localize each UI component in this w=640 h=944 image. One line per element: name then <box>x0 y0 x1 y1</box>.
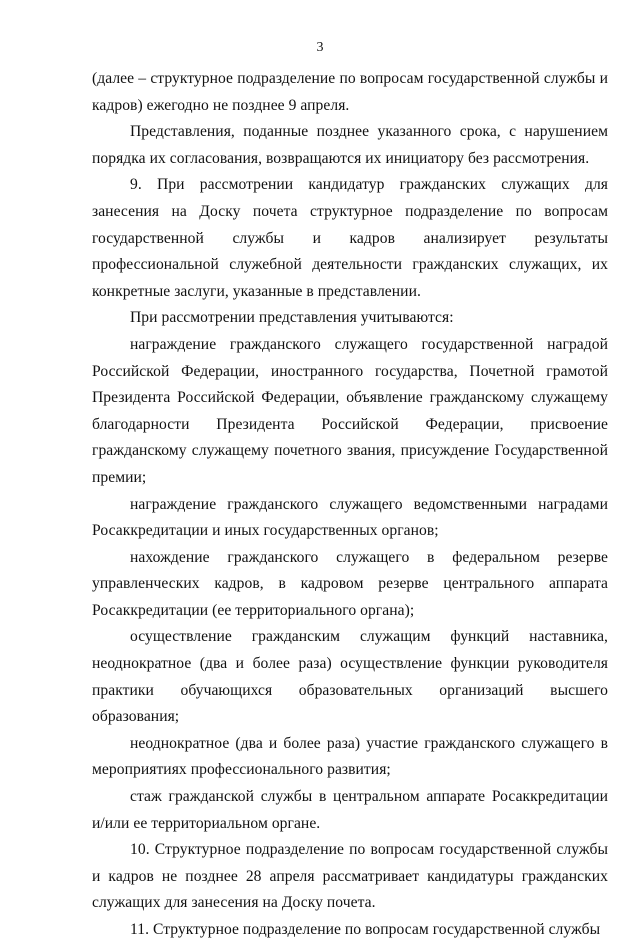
paragraph-service-length: стаж гражданской службы в центральном аппарате Росаккредитации и/или ее территориальном органе. <box>92 788 608 832</box>
paragraph-personnel-reserve: нахождение гражданского служащего в федеральном резерве управленческих кадров, в кадровом резерве центрального аппарата Росаккредитации (ее территориального органа); <box>92 548 608 619</box>
paragraph-state-awards: награждение гражданского служащего государственной наградой Российской Федерации, иностранного государства, Почетной грамотой Президента Российской Федерации, объявление гражданскому служащему благодарности Президента Российской Федерации, присвоение гражданскому служащему почетного звания, присуждение Государственной премии; <box>92 335 608 486</box>
paragraph-professional-development: неоднократное (два и более раза) участие гражданского служащего в мероприятиях профессионального развития; <box>92 734 608 779</box>
page-number: 3 <box>316 40 324 55</box>
paragraph-late-submissions: Представления, поданные позднее указанного срока, с нарушением порядка их согласования, возвращаются их инициатору без рассмотрения. <box>92 123 608 167</box>
paragraph-item-10: 10. Структурное подразделение по вопросам государственной службы и кадров не позднее 28 апреля рассматривает кандидатуры гражданских служащих для занесения на Доску почета. <box>92 841 608 912</box>
paragraph-item-11: 11. Структурное подразделение по вопросам государственной службы <box>130 921 601 938</box>
document-body <box>92 66 608 944</box>
paragraph-item-9: 9. При рассмотрении кандидатур гражданских служащих для занесения на Доску почета структурное подразделение по вопросам государственной службы и кадров анализирует результаты профессиональной служебной деятельности гражданских служащих, их конкретные заслуги, указанные в представлении. <box>92 176 608 300</box>
paragraph-departmental-awards: награждение гражданского служащего ведомственными наградами Росаккредитации и иных государственных органов; <box>92 495 608 540</box>
paragraph-considerations-intro: При рассмотрении представления учитываются: <box>130 309 454 327</box>
paragraph-continuation: (далее – структурное подразделение по вопросам государственной службы и кадров) ежегодно не позднее 9 апреля. <box>92 70 608 114</box>
paragraph-mentoring: осуществление гражданским служащим функций наставника, неоднократное (два и более раза) осуществление функции руководителя практики обучающихся образовательных организаций высшего образования; <box>92 628 608 726</box>
